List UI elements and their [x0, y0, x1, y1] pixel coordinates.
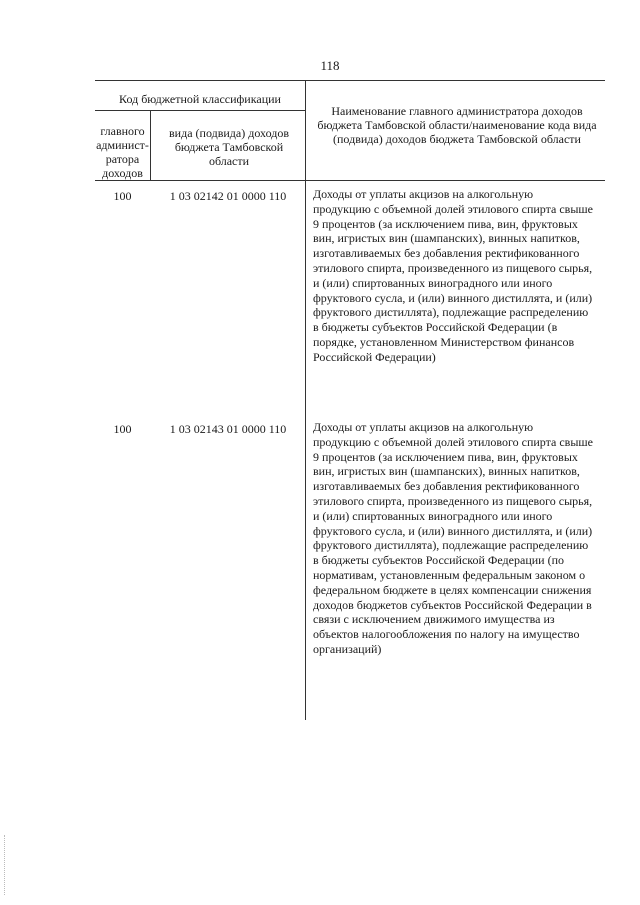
- row-2-admin-code: 100: [113, 422, 132, 436]
- row-2-description: Доходы от уплаты акцизов на алкогольную продукцию с объемной долей этилового спирта свыше 9 процентов (за исключением пива, вин, фруктовых вин, игристых вин (шампанских), винных напитков, изготавливаемых без добавления ректификованного этилового спирта, произведенного из пищевого сырья, и (или) спиртованных виноградного или иного фруктового сусла, и (или) винного дистиллята, и (или) фруктового дистиллята), подлежащие распределению в бюджеты субъектов Российской Федерации (по нормативам, установленным федеральным законом о федеральном бюджете в целях компенсации снижения доходов бюджетов субъектов Российской Федерации в связи с исключением движимого имущества из объектов налогообложения по налогу на имущество организаций): [313, 420, 593, 656]
- header-revenue-code: вида (подвида) доходов бюджета Тамбовской области: [169, 126, 289, 168]
- header-admin-code: главного админист-ратора доходов: [96, 124, 149, 180]
- group-header-rule: [95, 110, 305, 111]
- row-1-revenue-code: 1 03 02142 01 0000 110: [169, 189, 287, 203]
- header-name: Наименование главного администратора доходов бюджета Тамбовской области/наименование кода вида (подвида) доходов бюджета Тамбовской области: [317, 104, 597, 146]
- row-2-revenue-code: 1 03 02143 01 0000 110: [169, 422, 287, 436]
- scan-edge-mark: [4, 835, 6, 895]
- column-divider-1: [150, 110, 151, 180]
- header-bottom-rule: [95, 180, 605, 181]
- table-top-rule: [95, 80, 605, 81]
- row-1-description: Доходы от уплаты акцизов на алкогольную продукцию с объемной долей этилового спирта свыше 9 процентов (за исключением пива, вин, фруктовых вин, игристых вин (шампанских), винных напитков, изготавливаемых без добавления ректификованного этилового спирта, произведенного из пищевого сырья, и (или) спиртованных виноградного или иного фруктового сусла, и (или) винного дистиллята, и (или) фруктового дистиллята), подлежащие распределению в бюджеты субъектов Российской Федерации (в порядке, установленном Министерством финансов Российской Федерации): [313, 187, 593, 364]
- page-number: 118: [320, 58, 340, 73]
- column-divider-2: [305, 80, 306, 720]
- header-classification-group: Код бюджетной классификации: [119, 92, 281, 106]
- budget-classification-table: [95, 80, 605, 720]
- row-1-admin-code: 100: [113, 189, 132, 203]
